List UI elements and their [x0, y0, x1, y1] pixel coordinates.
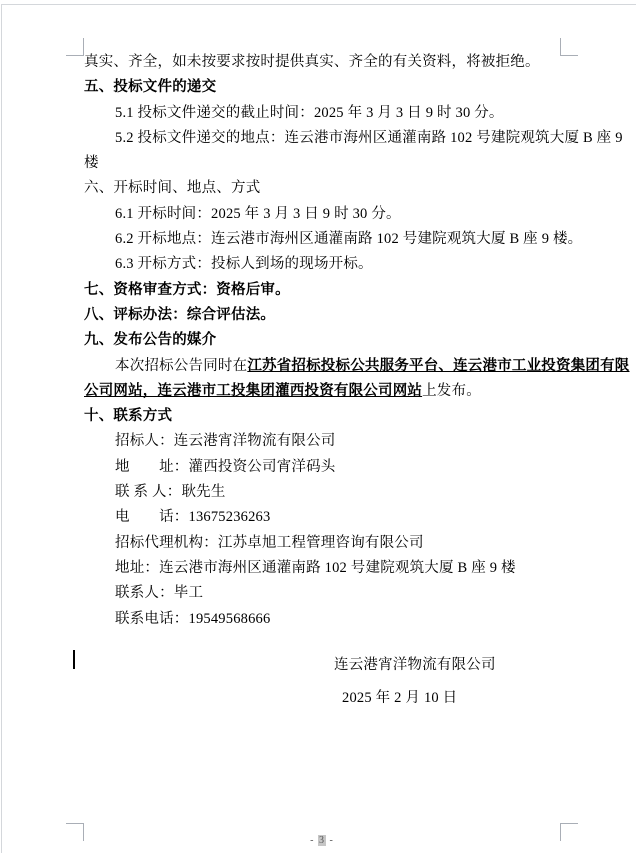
text-run: 六、开标时间、地点、方式: [84, 180, 261, 197]
document-line[interactable]: [84, 607, 561, 632]
text-run: 联 系 人：耿先生: [115, 484, 226, 501]
text-run: 招标代理机构：江苏卓旭工程管理咨询有限公司: [115, 534, 424, 551]
text-run: 上发布。: [422, 382, 481, 399]
document-line[interactable]: [84, 354, 630, 379]
document-line[interactable]: [84, 379, 561, 404]
document-line[interactable]: [84, 404, 561, 429]
page-number-left-dash: -: [310, 835, 318, 846]
text-run: 招标人：连云港宵洋物流有限公司: [115, 433, 336, 450]
text-run: 楼: [84, 155, 99, 172]
text-run: 2025 年 2 月 10 日: [342, 690, 458, 707]
text-run: 6.3 开标方式：投标人到场的现场开标。: [115, 256, 373, 273]
text-run: 本次招标公告同时在: [115, 357, 248, 374]
text-run: 七、资格审查方式：资格后审。: [84, 281, 290, 298]
text-run: 八、评标办法：综合评估法。: [84, 306, 276, 323]
document-line[interactable]: [84, 50, 561, 75]
document-line[interactable]: [84, 151, 561, 176]
text-run: 九、发布公告的媒介: [84, 332, 217, 349]
document-line[interactable]: [84, 252, 561, 277]
document-line[interactable]: [84, 581, 561, 606]
text-run: 真实、齐全，如未按要求按时提供真实、齐全的有关资料，将被拒绝。: [84, 54, 540, 70]
document-line[interactable]: [84, 455, 561, 480]
text-run: 5.2 投标文件递交的地点：连云港市海州区通灌南路 102 号建院观筑大厦 B 座 9: [115, 129, 623, 146]
text-run: 6.2 开标地点：连云港市海州区通灌南路 102 号建院观筑大厦 B 座 9 楼。: [115, 231, 583, 248]
underlined-text-run: 公司网站，连云港市工投集团灌西投资有限公司网站: [84, 382, 423, 399]
text-run: 电 话：13675236263: [115, 509, 271, 526]
document-line[interactable]: [84, 653, 561, 678]
text-run: 地 址：灌西投资公司宵洋码头: [115, 458, 336, 475]
underlined-text-run: 江苏省招标投标公共服务平台、连云港市工业投资集团有限: [247, 357, 630, 374]
text-run: 6.1 开标时间：2025 年 3 月 3 日 9 时 30 分。: [115, 205, 401, 222]
text-boundary-mark-top-right: [560, 38, 578, 56]
document-line[interactable]: [84, 101, 561, 126]
text-run: 五、投标文件的递交: [84, 79, 217, 96]
document-line[interactable]: [84, 505, 561, 530]
text-run: 地址：连云港市海州区通灌南路 102 号建院观筑大厦 B 座 9 楼: [115, 559, 516, 576]
document-line[interactable]: [84, 556, 561, 581]
document-line[interactable]: [84, 686, 561, 711]
document-line[interactable]: [84, 176, 561, 201]
page-left-edge: [1, 4, 2, 853]
document-line[interactable]: [84, 126, 623, 151]
document-line[interactable]: [84, 328, 561, 353]
text-run: 连云港宵洋物流有限公司: [334, 656, 496, 673]
text-run: 十、联系方式: [84, 408, 173, 425]
document-line[interactable]: [84, 429, 561, 454]
text-run: 联系电话：19549568666: [115, 610, 271, 627]
document-content[interactable]: [84, 50, 630, 711]
text-run: 5.1 投标文件递交的截止时间：2025 年 3 月 3 日 9 时 30 分。: [115, 104, 504, 121]
document-line[interactable]: [84, 303, 561, 328]
text-cursor: [73, 650, 75, 669]
document-line[interactable]: [84, 227, 583, 252]
document-line[interactable]: [84, 480, 561, 505]
document-line[interactable]: [84, 278, 561, 303]
document-line[interactable]: [84, 531, 561, 556]
page-number-value: 3: [319, 835, 325, 846]
page-top-edge: [1, 4, 636, 5]
text-run: 联系人：毕工: [115, 585, 204, 602]
text-boundary-mark-top-left: [66, 38, 84, 56]
page-number: [0, 835, 636, 846]
page-number-right-dash: -: [326, 835, 334, 846]
document-line[interactable]: [84, 202, 561, 227]
document-line[interactable]: [84, 75, 561, 100]
